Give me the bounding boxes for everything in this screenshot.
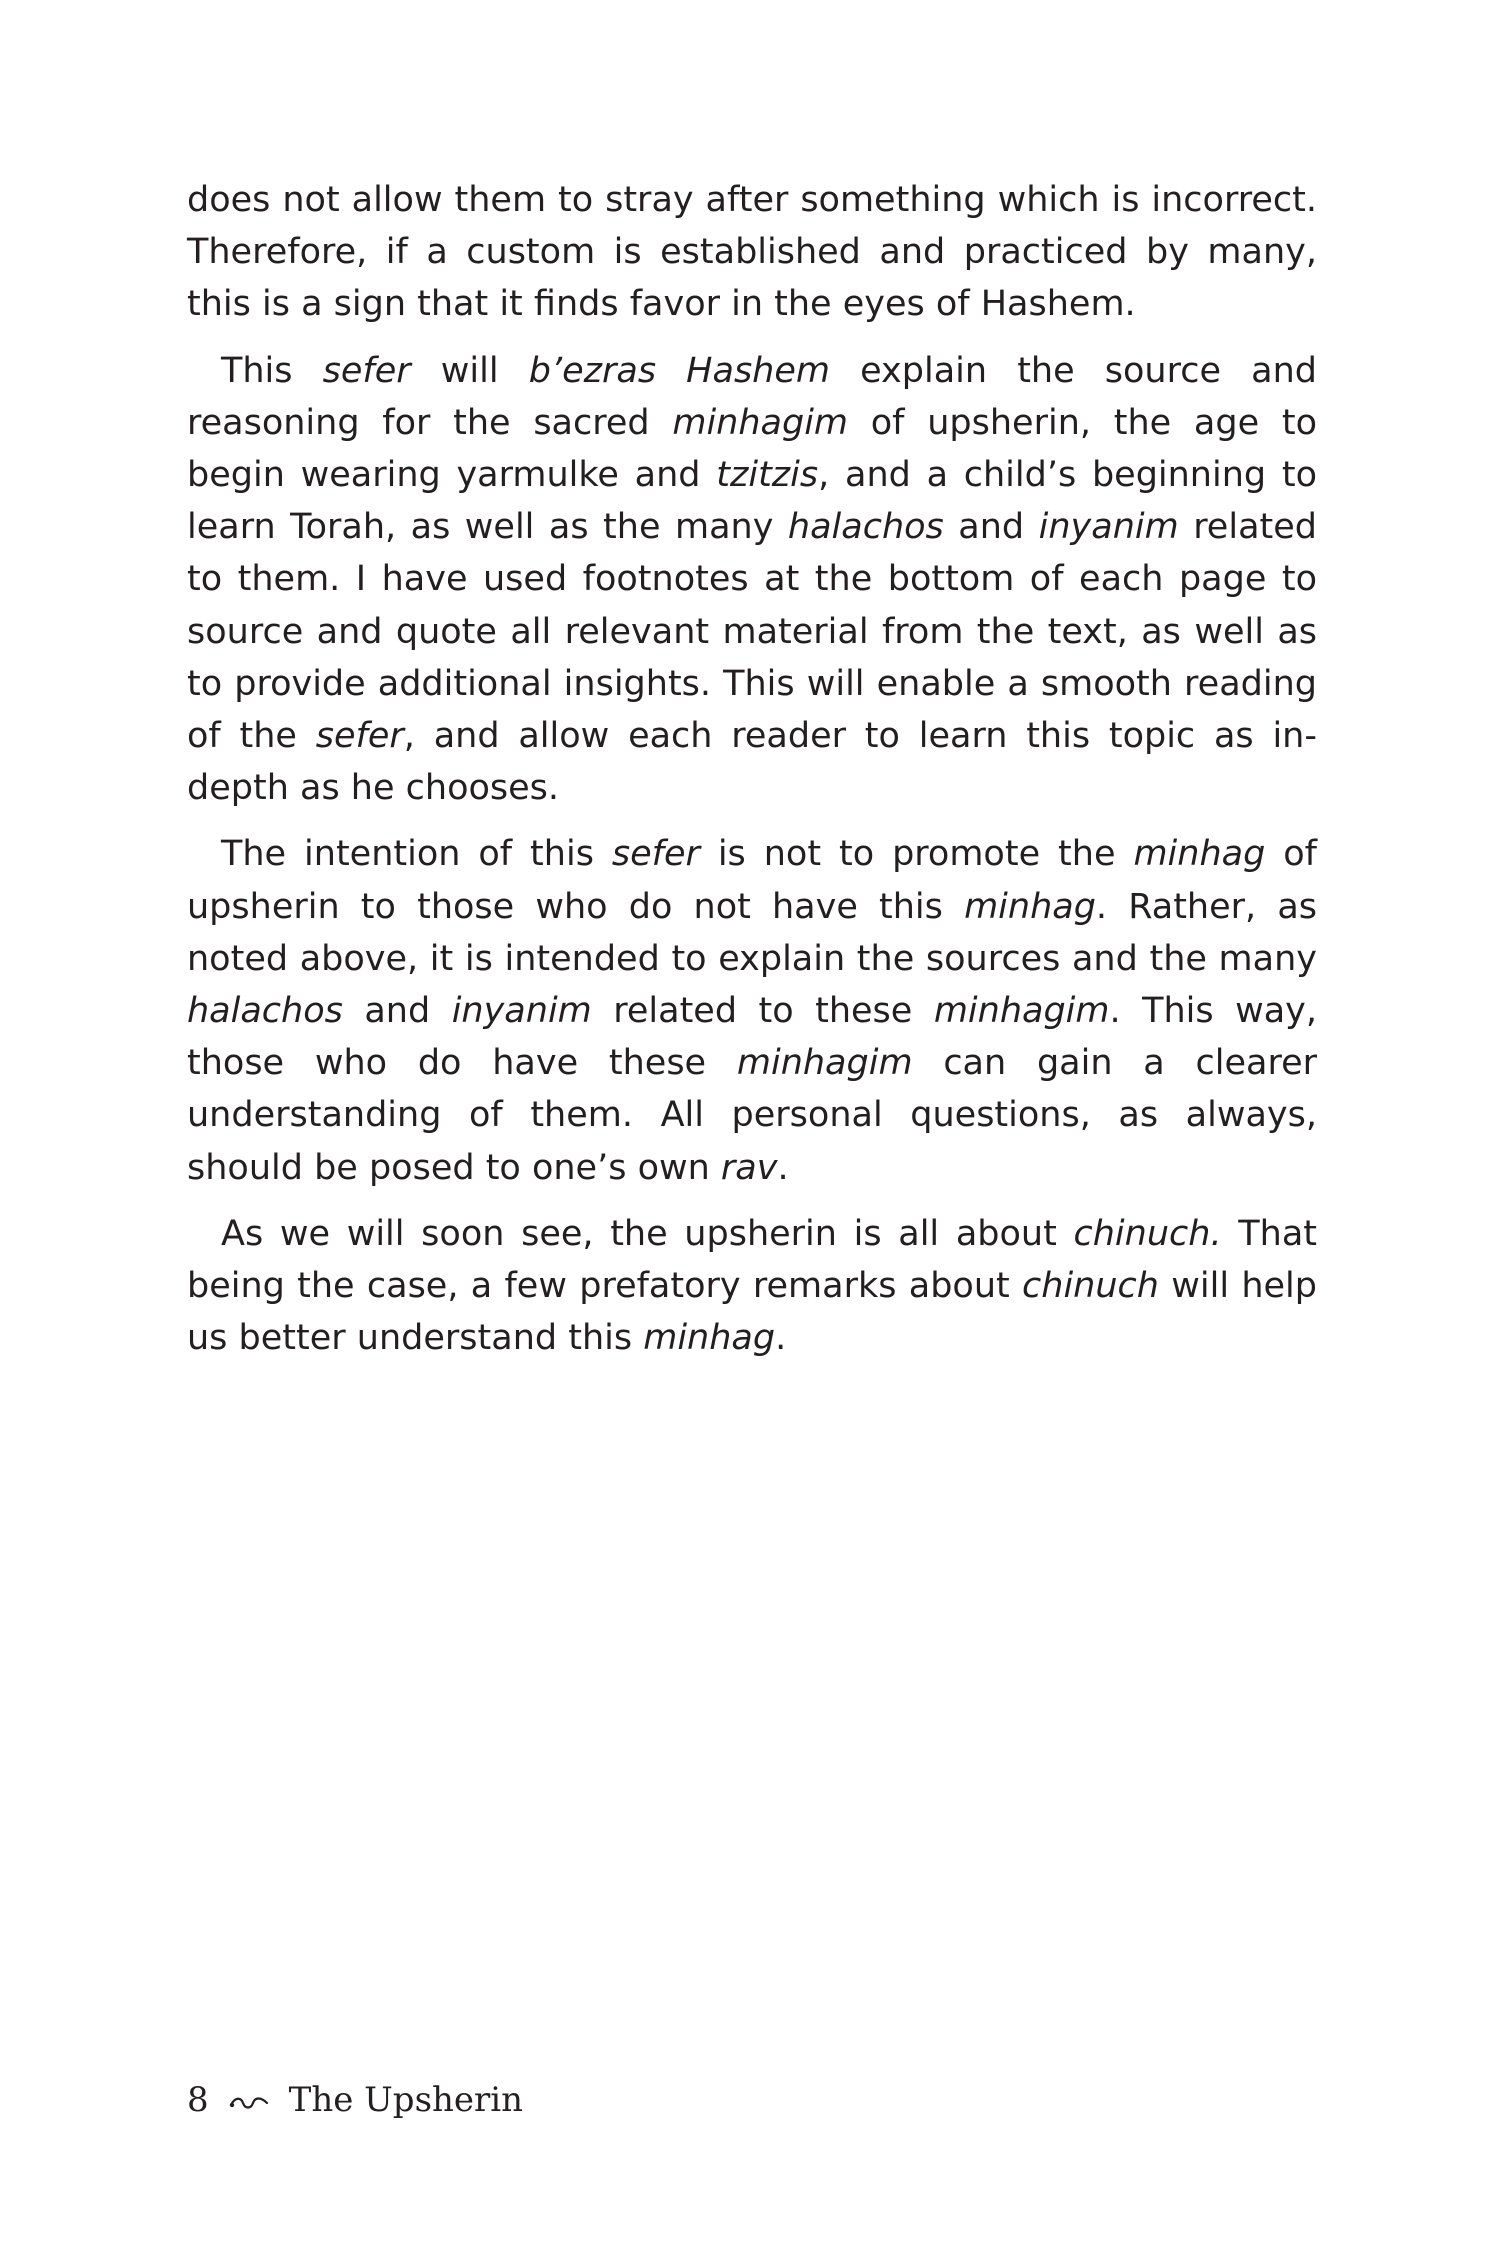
body-paragraph: [187, 828, 1317, 1193]
text-run: .: [777, 1147, 789, 1188]
text-run: That being the case, a few prefatory remarks about: [187, 1213, 1317, 1307]
text-run: , and a child’s beginning to learn Torah, as well as the many: [187, 455, 1317, 548]
text-run: . This way, those who do have these: [187, 991, 1317, 1084]
text-run: is not to promote the: [699, 834, 1134, 875]
text-run: does not allow them to stray after something which is incorrect. Therefore, if a custom is established and practiced by many, this is a sign that it finds favor in the eyes of Hashem.: [187, 180, 1317, 325]
italic-term: halachos: [787, 507, 944, 548]
italic-term: sefer: [611, 834, 700, 875]
text-run: of upsherin, the age to begin wearing yarmulke and: [187, 402, 1317, 496]
text-run: of upsherin to those who do not have this: [187, 834, 1317, 927]
italic-term: minhagim: [736, 1043, 913, 1084]
text-run: explain the source and reasoning for the sacred: [187, 350, 1317, 443]
text-run: , and allow each reader to learn this topic as in-depth as he chooses.: [187, 716, 1317, 809]
text-run: This: [221, 350, 323, 391]
swash-ornament-icon: [229, 2082, 269, 2102]
italic-term: halachos: [187, 991, 343, 1032]
body-paragraph: [187, 1208, 1317, 1365]
running-title: The Upsherin: [288, 2080, 524, 2120]
italic-term: inyanim: [1038, 507, 1179, 548]
body-paragraph: [187, 345, 1317, 815]
text-run: will: [410, 350, 529, 391]
italic-term: chinuch: [1022, 1266, 1159, 1307]
italic-term: tzitzis: [716, 455, 819, 496]
body-paragraph: [187, 174, 1317, 331]
text-run: The intention of this: [221, 834, 612, 875]
italic-term: minhagim: [933, 991, 1110, 1032]
italic-term: minhag: [964, 886, 1096, 927]
italic-term: rav: [720, 1147, 778, 1188]
italic-term: chinuch.: [1073, 1213, 1222, 1254]
text-run: and: [342, 991, 452, 1032]
italic-term: b’ezras Hashem: [528, 350, 830, 391]
italic-term: minhag: [1133, 834, 1266, 875]
italic-term: minhag: [643, 1318, 776, 1359]
body-text: [187, 174, 1317, 1378]
text-run: and: [943, 507, 1039, 548]
running-footer: [187, 2080, 523, 2120]
text-run: related to them. I have used footnotes at the bottom of each page to source and quote all relevant material from the text, as well as to provide additional insights. This will enable a smooth reading of the: [187, 507, 1317, 757]
text-run: can gain a clearer understanding of them. All personal questions, as always, should be posed to one’s own: [187, 1043, 1318, 1188]
text-run: will help us better understand this: [187, 1266, 1317, 1359]
text-run: .: [775, 1318, 787, 1359]
text-run: As we will soon see, the upsherin is all about: [221, 1213, 1074, 1254]
text-run: related to these: [591, 991, 934, 1032]
italic-term: minhagim: [672, 402, 849, 443]
italic-term: sefer: [315, 716, 404, 757]
italic-term: inyanim: [451, 991, 592, 1032]
page-number: 8: [187, 2080, 209, 2120]
italic-term: sefer: [322, 350, 411, 391]
text-run: . Rather, as noted above, it is intended to explain the sources and the many: [187, 886, 1317, 979]
